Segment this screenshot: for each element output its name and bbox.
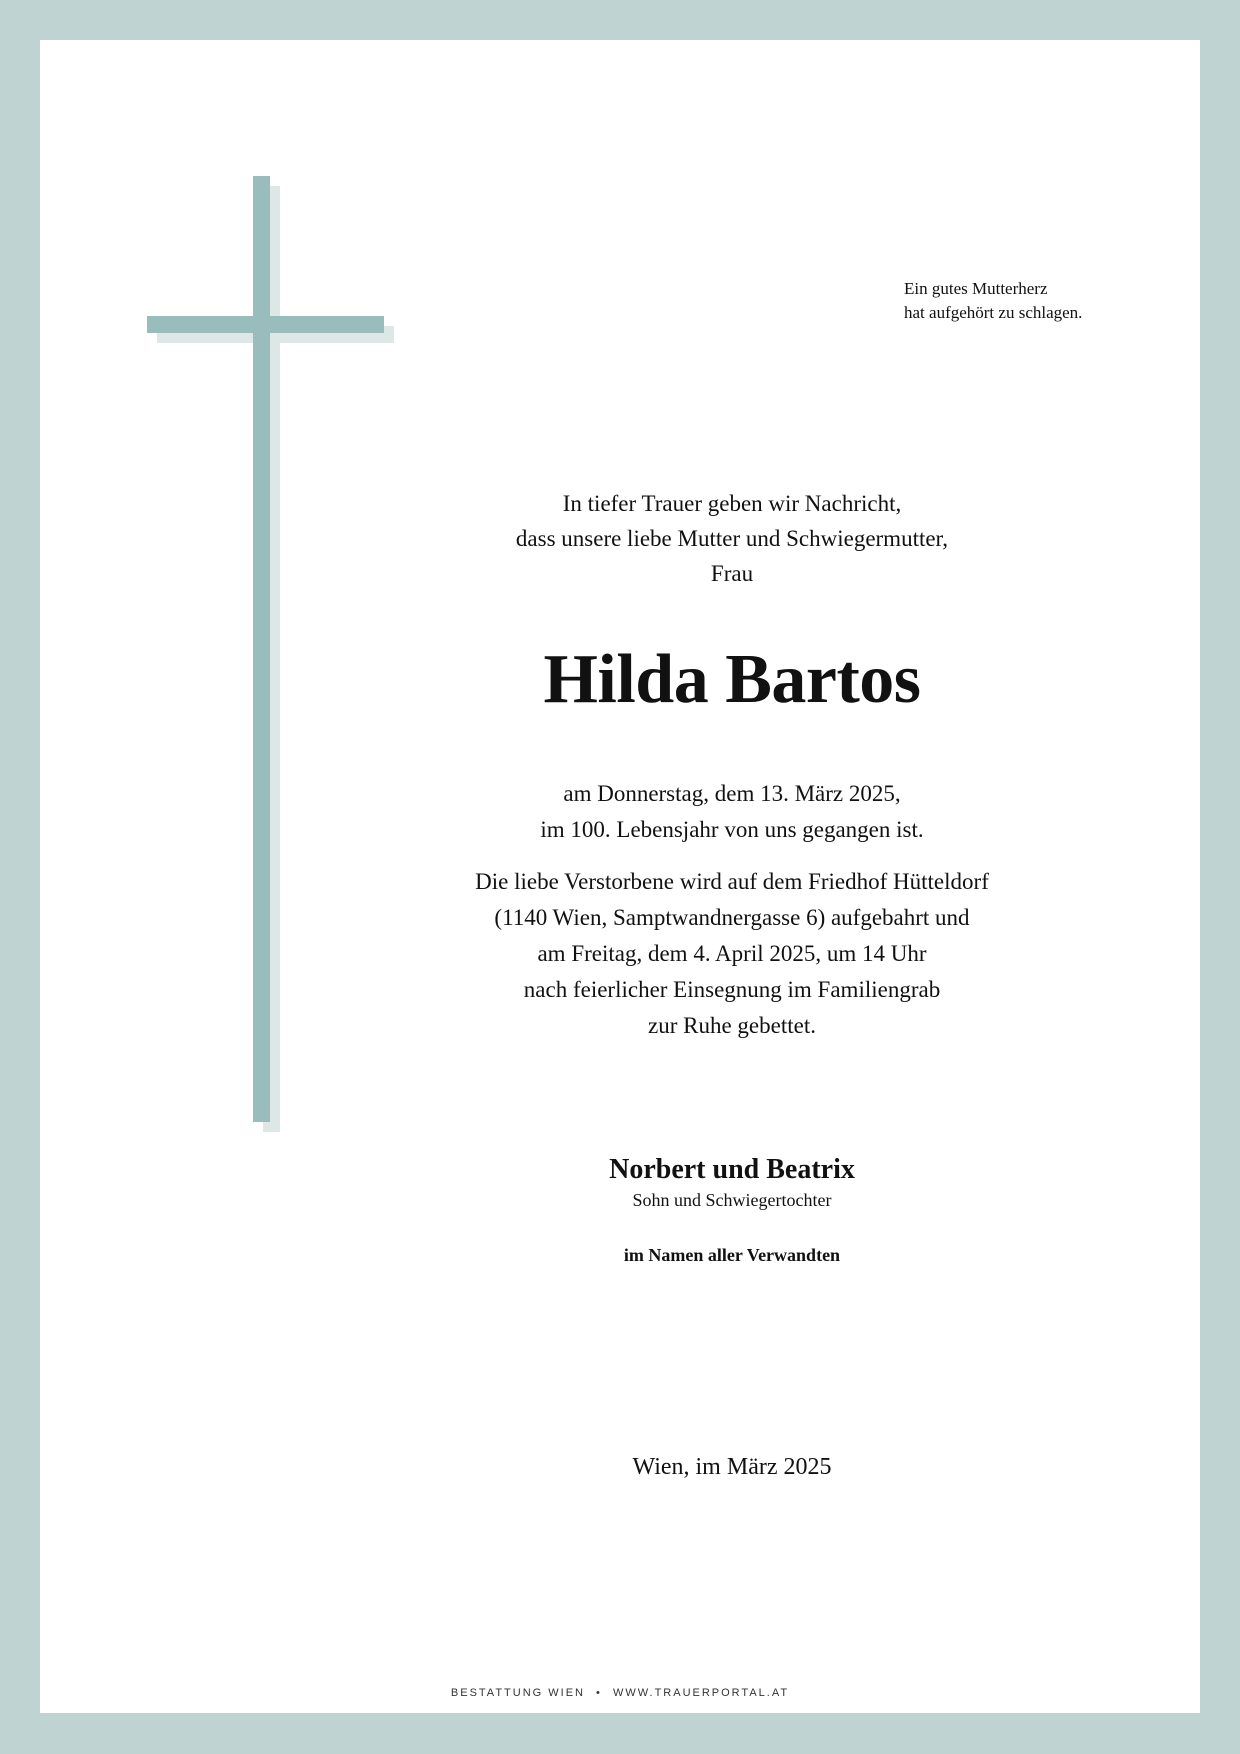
motto (904, 277, 1082, 325)
burial-text (432, 864, 1032, 1044)
deceased-name: Hilda Bartos (543, 641, 921, 718)
burial-line: nach feierlicher Einsegnung im Familiengrab (523, 977, 941, 1002)
place-date: Wien, im März 2025 (632, 1454, 832, 1480)
footer-company: BESTATTUNG WIEN (450, 1687, 585, 1699)
burial-line: am Freitag, dem 4. April 2025, um 14 Uhr (537, 941, 927, 966)
footer-website-link[interactable]: WWW.TRAUERPORTAL.AT (612, 1687, 790, 1699)
cross-icon-bar (147, 316, 384, 333)
footer-separator: • (596, 1687, 602, 1699)
intro-line: dass unsere liebe Mutter und Schwiegermutter, (515, 526, 949, 551)
death-line: am Donnerstag, dem 13. März 2025, (563, 781, 901, 806)
motto-line: Ein gutes Mutterherz (904, 279, 1048, 298)
death-line: im 100. Lebensjahr von uns gegangen ist. (540, 817, 924, 842)
motto-line: hat aufgehört zu schlagen. (904, 303, 1083, 322)
burial-line: Die liebe Verstorbene wird auf dem Friedhof Hütteldorf (475, 869, 989, 894)
signer-note: im Namen aller Verwandten (623, 1245, 841, 1265)
intro-line: In tiefer Trauer geben wir Nachricht, (562, 491, 902, 516)
intro-text (432, 486, 1032, 591)
burial-line: (1140 Wien, Samptwandnergasse 6) aufgebahrt und (494, 905, 970, 930)
burial-line: zur Ruhe gebettet. (648, 1013, 816, 1038)
death-text (432, 776, 1032, 848)
signer-relation: Sohn und Schwiegertochter (632, 1190, 832, 1210)
footer (0, 1687, 1240, 1699)
signer-name: Norbert und Beatrix (609, 1154, 855, 1185)
intro-line: Frau (710, 561, 754, 586)
